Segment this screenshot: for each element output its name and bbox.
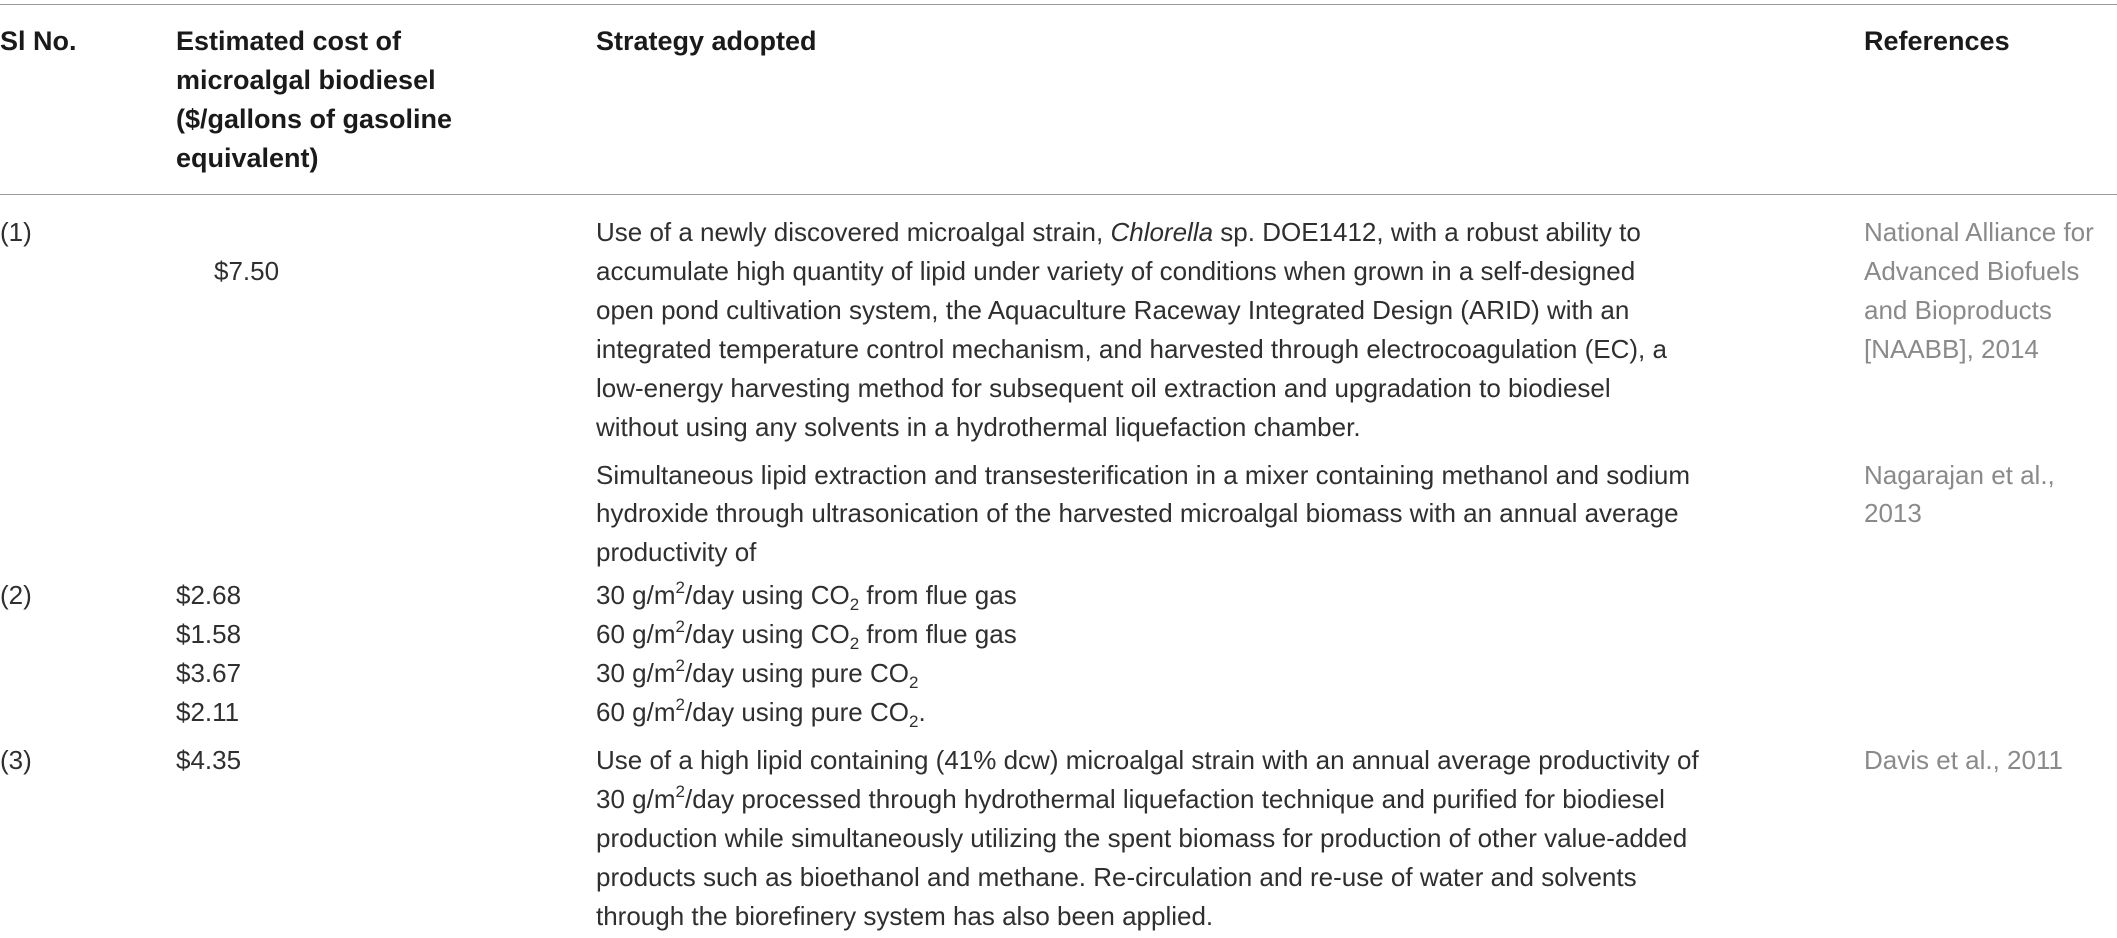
reference-line: Nagarajan et al.,	[1864, 460, 2055, 490]
strategy-line: integrated temperature control mechanism, and harvested through electrocoagulation (EC), a	[596, 334, 1667, 364]
reference-line: National Alliance for	[1864, 217, 2094, 247]
strategy-sub-item: 30 $g/m^2$/day using pure $CO_2$	[596, 656, 919, 692]
header-cost-line: ($/gallons of gasoline	[176, 104, 453, 134]
strategy-line: through the biorefinery system has also been applied.	[596, 901, 1214, 931]
strategy-sub-item: 60 $g/m^2$/day using pure $CO_2$.	[596, 695, 926, 731]
strategy-line: production while simultaneously utilizing the spent biomass for production of other value-added	[596, 823, 1688, 853]
strategy-line: products such as bioethanol and methane. Re-circulation and re-use of water and solvents	[596, 862, 1637, 892]
row-sl-no: (2)	[0, 580, 32, 610]
row-sl-no: (3)	[0, 745, 32, 775]
strategy-line: Simultaneous lipid extraction and transesterification in a mixer containing methanol and sodium	[596, 460, 1691, 490]
row-cost: $1.58	[176, 619, 242, 649]
row-cost: $2.68	[176, 580, 242, 610]
header-references: References	[1864, 26, 2010, 56]
row-sl-no: (1)	[0, 217, 32, 247]
reference-line: 2013	[1864, 498, 1922, 528]
strategy-sub-item: 30 $g/m^2$/day using $CO_2$ from flue gas	[596, 578, 1017, 614]
reference-line: and Bioproducts	[1864, 295, 2052, 325]
header-cost-line: Estimated cost of	[176, 26, 402, 56]
row-cost: $4.35	[176, 745, 242, 775]
row-cost: $3.67	[176, 658, 242, 688]
header-strategy: Strategy adopted	[596, 26, 817, 56]
reference-line: [NAABB], 2014	[1864, 334, 2039, 364]
header-sl-no: Sl No.	[0, 26, 77, 56]
strategy-line: 30 $g/m^2$/day processed through hydrothermal liquefaction technique and purified for biodiesel	[596, 782, 1665, 814]
header-cost-line: equivalent)	[176, 143, 319, 173]
strategy-line: accumulate high quantity of lipid under variety of conditions when grown in a self-designed	[596, 256, 1636, 286]
row-cost: $2.11	[176, 697, 240, 727]
strategy-line: hydroxide through ultrasonication of the harvested microalgal biomass with an annual average	[596, 498, 1679, 528]
strategy-line: without using any solvents in a hydrothermal liquefaction chamber.	[596, 412, 1361, 442]
strategy-sub-item: 60 $g/m^2$/day using $CO_2$ from flue gas	[596, 617, 1017, 653]
strategy-line: open pond cultivation system, the Aquaculture Raceway Integrated Design (ARID) with an	[596, 295, 1630, 325]
strategy-line: productivity of	[596, 537, 757, 567]
header-bottom-rule	[0, 194, 2117, 195]
reference-line: Davis et al., 2011	[1864, 745, 2063, 775]
strategy-line: low-energy harvesting method for subsequent oil extraction and upgradation to biodiesel	[596, 373, 1611, 403]
strategy-line: Use of a newly discovered microalgal strain, Chlorella sp. DOE1412, with a robust ability to	[596, 217, 1641, 247]
header-cost-line: microalgal biodiesel	[176, 65, 436, 95]
reference-line: Advanced Biofuels	[1864, 256, 2080, 286]
table-top-rule	[0, 4, 2117, 5]
strategy-line: Use of a high lipid containing (41% dcw) microalgal strain with an annual average productivity of	[596, 745, 1699, 775]
row-cost: $7.50	[214, 256, 280, 286]
